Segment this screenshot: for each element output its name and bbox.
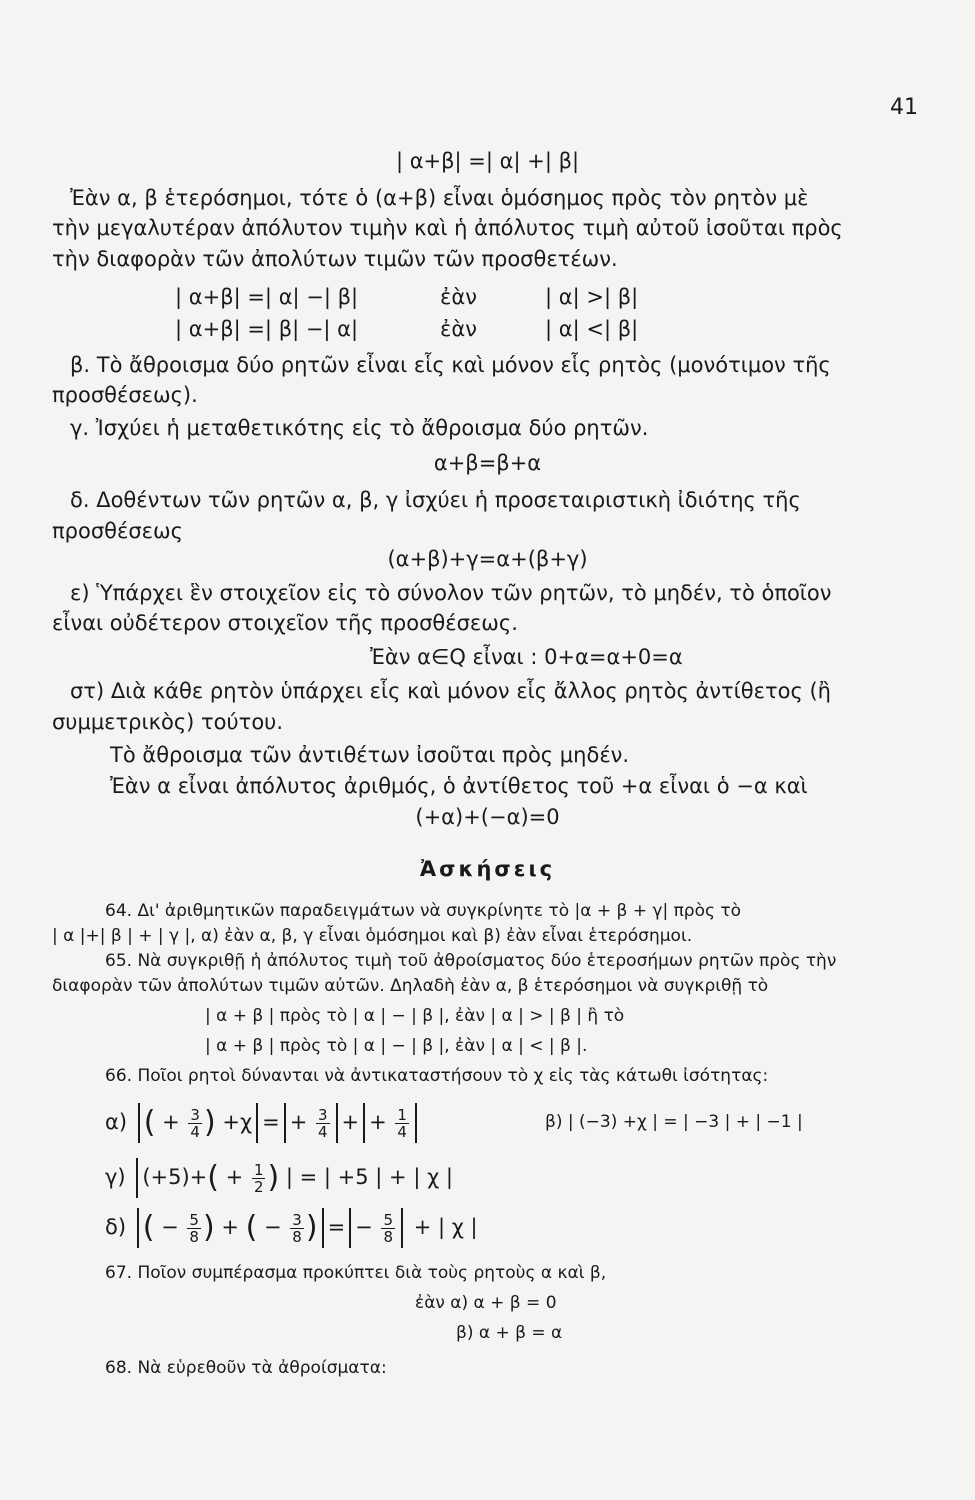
abs-bar: [138, 1103, 140, 1143]
item-label: γ): [105, 1165, 126, 1189]
text-line: Τὸ ἄθροισμα τῶν ἀντιθέτων ἰσοῦται πρὸς μηδέν.: [110, 743, 630, 767]
exercise-66-c: γ) (+5)+( + $\frac{1}{2}$ ) | = | +5 | + | χ |: [105, 1155, 453, 1200]
fraction: $\frac{3}{4}$: [317, 1105, 328, 1141]
text-line: δ. Δοθέντων τῶν ρητῶν α, β, γ ἰσχύει ἡ προσεταιριστικὴ ἰδιότης τῆς: [70, 488, 801, 512]
exercise-67: 67. Ποῖον συμπέρασμα προκύπτει διὰ τοὺς ρητοὺς α καὶ β,: [105, 1263, 607, 1283]
text-line: γ. Ἰσχύει ἡ μεταθετικότης εἰς τὸ ἄθροισμα δύο ρητῶν.: [70, 416, 649, 440]
fraction: $\frac{5}{8}$: [189, 1210, 199, 1246]
exercise-65: 65. Νὰ συγκριθῇ ἡ ἀπόλυτος τιμὴ τοῦ ἀθροίσματος δύο ἑτεροσήμων ρητῶν πρὸς τὴν: [105, 951, 837, 971]
fraction: $\frac{5}{8}$: [383, 1210, 393, 1246]
exercise-64-cont: | α |+| β | + | γ |, α) ἐὰν α, β, γ εἶναι ὁμόσημοι καὶ β) ἐὰν εἶναι ἑτερόσημοι.: [52, 926, 693, 946]
abs-identity: | α+β| =| α| +| β|: [395, 149, 580, 173]
exercise-64: 64. Δι' ἀριθμητικῶν παραδειγμάτων νὰ συγκρίνητε τὸ |α + β + γ| πρὸς τὸ: [105, 901, 742, 921]
page-number: 41: [890, 95, 918, 120]
formula-if: ἐὰν: [440, 317, 477, 341]
text-line: εἶναι οὐδέτερον στοιχεῖον τῆς προσθέσεως.: [52, 611, 518, 635]
fraction: $\frac{1}{2}$: [253, 1160, 264, 1196]
formula-lhs: | α+β| =| β| −| α|: [175, 317, 359, 341]
text-line: τὴν διαφορὰν τῶν ἀπολύτων τιμῶν τῶν προσθετέων.: [52, 247, 618, 271]
formula-cond: | α| <| β|: [545, 317, 639, 341]
exercise-66-d: δ) ( − $\frac{5}{8}$ ) + ( − $\frac{3}{8}$ ) = − $\frac{5}{8}$ + | χ |: [105, 1205, 478, 1250]
exercises-heading: Ἀσκήσεις: [419, 857, 556, 881]
fraction: $\frac{1}{4}$: [397, 1105, 407, 1141]
exercise-65-formula: | α + β | πρὸς τὸ | α | − | β |, ἐὰν | α | > | β | ἢ τὸ: [205, 1006, 625, 1026]
exercise-66-a: α) ( + $\frac{3}{4}$ ) +χ = + $\frac{3}{4}$ + + $\frac{1}{4}$: [105, 1100, 421, 1145]
formula-if: ἐὰν: [440, 285, 477, 309]
exercise-66-b: β) | (−3) +χ | = | −3 | + | −1 |: [545, 1112, 803, 1132]
formula-cond: | α| >| β|: [545, 285, 639, 309]
text-line: συμμετρικὸς) τούτου.: [52, 710, 283, 734]
exercise-65-cont: διαφορὰν τῶν ἀπολύτων τιμῶν αὐτῶν. Δηλαδὴ ἐὰν α, β ἑτερόσημοι νὰ συγκριθῇ τὸ: [52, 976, 769, 996]
exercise-65-formula: | α + β | πρὸς τὸ | α | − | β |, ἐὰν | α | < | β |.: [205, 1036, 588, 1056]
text-line: Ἐὰν α εἶναι ἀπόλυτος ἀριθμός, ὁ ἀντίθετος τοῦ +α εἶναι ὁ −α καὶ: [110, 774, 808, 798]
formula: Ἐὰν α∈Q εἶναι : 0+α=α+0=α: [370, 645, 683, 669]
exercise-67-b: β) α + β = α: [456, 1323, 563, 1343]
text-line: Ἐὰν α, β ἑτερόσημοι, τότε ὁ (α+β) εἶναι ὁμόσημος πρὸς τὸν ρητὸν μὲ: [70, 186, 809, 210]
exercise-66: 66. Ποῖοι ρητοὶ δύνανται νὰ ἀντικαταστήσουν τὸ χ εἰς τὰς κάτωθι ἰσότητας:: [105, 1066, 769, 1086]
item-label: δ): [105, 1215, 127, 1239]
formula-lhs: | α+β| =| α| −| β|: [175, 285, 359, 309]
formula: (+α)+(−α)=0: [415, 805, 560, 829]
formula: α+β=β+α: [433, 451, 542, 475]
text-line: ε) Ὑπάρχει ἓν στοιχεῖον εἰς τὸ σύνολον τῶν ρητῶν, τὸ μηδέν, τὸ ὁποῖον: [70, 581, 832, 605]
text-line: β. Τὸ ἄθροισμα δύο ρητῶν εἶναι εἷς καὶ μόνον εἷς ρητὸς (μονότιμον τῆς: [70, 353, 831, 377]
formula: (α+β)+γ=α+(β+γ): [387, 547, 588, 571]
exercise-68: 68. Νὰ εὑρεθοῦν τὰ ἀθροίσματα:: [105, 1358, 387, 1378]
fraction: $\frac{3}{8}$: [292, 1210, 302, 1246]
text-line: τὴν μεγαλυτέραν ἀπόλυτον τιμὴν καὶ ἡ ἀπόλυτος τιμὴ αὐτοῦ ἰσοῦται πρὸς: [52, 216, 843, 240]
text-line: προσθέσεως).: [52, 383, 198, 407]
text-line: στ) Διὰ κάθε ρητὸν ὑπάρχει εἷς καὶ μόνον εἷς ἄλλος ρητὸς ἀντίθετος (ἢ: [70, 679, 831, 703]
text-line: προσθέσεως: [52, 519, 183, 543]
item-label: α): [105, 1110, 128, 1134]
fraction: $\frac{3}{4}$: [190, 1105, 200, 1141]
exercise-67-a: ἐὰν α) α + β = 0: [415, 1293, 557, 1313]
